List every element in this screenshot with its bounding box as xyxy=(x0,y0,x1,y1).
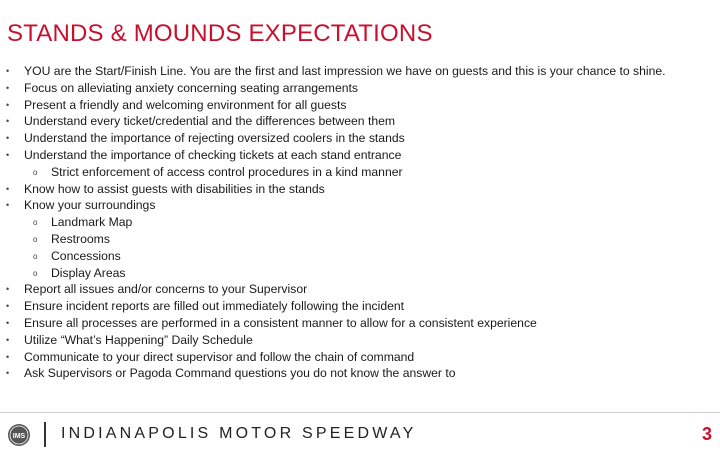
list-item xyxy=(0,80,720,97)
bullet-icon: • xyxy=(6,133,10,144)
list-item xyxy=(0,130,720,147)
bullet-icon: • xyxy=(6,149,10,160)
bullet-icon: • xyxy=(6,284,10,295)
bullet-icon: • xyxy=(6,317,10,328)
page-number: 3 xyxy=(701,424,712,444)
bullet-icon: • xyxy=(6,116,10,127)
footer-divider-line xyxy=(0,412,720,413)
sub-list-item xyxy=(0,164,720,181)
list-item xyxy=(0,315,720,332)
bullet-icon: • xyxy=(6,351,10,362)
slide-title: STANDS & MOUNDS EXPECTATIONS xyxy=(7,20,433,47)
sub-bullet-icon: o xyxy=(33,268,38,278)
list-item xyxy=(0,365,720,382)
list-item-text: Understand the importance of rejecting oversized coolers in the stands xyxy=(24,131,405,146)
bullet-icon: • xyxy=(6,334,10,345)
list-item xyxy=(0,97,720,114)
list-item xyxy=(0,349,720,366)
list-item-text: Display Areas xyxy=(51,265,126,280)
list-item-text: Ensure all processes are performed in a consistent manner to allow for a consistent experience xyxy=(24,315,537,330)
bullet-icon: • xyxy=(6,82,10,93)
sub-list-item xyxy=(0,248,720,265)
list-item-text: Understand the importance of checking tickets at each stand entrance xyxy=(24,147,402,162)
list-item-text: Communicate to your direct supervisor and follow the chain of command xyxy=(24,349,415,364)
bullet-list xyxy=(0,63,720,382)
list-item xyxy=(0,298,720,315)
list-item-text: Utilize “What’s Happening” Daily Schedule xyxy=(24,332,253,347)
list-item-text: Ask Supervisors or Pagoda Command questions you do not know the answer to xyxy=(24,366,456,381)
list-item-text: Understand every ticket/credential and the differences between them xyxy=(24,114,396,129)
sub-list-item xyxy=(0,214,720,231)
list-item xyxy=(0,197,720,214)
list-item xyxy=(0,147,720,164)
list-item-text: Report all issues and/or concerns to your Supervisor xyxy=(24,282,308,297)
list-item-text: Know how to assist guests with disabilities in the stands xyxy=(24,181,325,196)
bullet-icon: • xyxy=(6,183,10,194)
logo-lettering: IMS xyxy=(12,433,26,440)
ims-logo-icon xyxy=(7,423,31,447)
list-item xyxy=(0,181,720,198)
list-item-text: Landmark Map xyxy=(51,215,133,230)
list-item xyxy=(0,281,720,298)
list-item-text: YOU are the Start/Finish Line. You are the first and last impression we have on guests and this is your chance to shine. xyxy=(24,64,666,78)
list-item-text: Concessions xyxy=(51,248,121,263)
list-item xyxy=(0,113,720,130)
list-item xyxy=(0,63,720,80)
bullet-icon: • xyxy=(6,368,10,379)
list-item xyxy=(0,332,720,349)
sub-bullet-icon: o xyxy=(33,167,38,177)
footer-separator xyxy=(44,422,46,447)
list-item-text: Strict enforcement of access control procedures in a kind manner xyxy=(51,164,403,179)
sub-bullet-icon: o xyxy=(33,251,38,261)
sub-bullet-icon: o xyxy=(33,234,38,244)
bullet-icon: • xyxy=(6,200,10,211)
sub-bullet-icon: o xyxy=(33,218,38,228)
bullet-icon: • xyxy=(6,66,10,76)
list-item-text: Present a friendly and welcoming environment for all guests xyxy=(24,97,347,112)
bullet-icon: • xyxy=(6,99,10,110)
list-item-text: Ensure incident reports are filled out immediately following the incident xyxy=(24,299,405,314)
sub-list-item xyxy=(0,265,720,282)
footer-brand-name: INDIANAPOLIS MOTOR SPEEDWAY xyxy=(61,425,417,442)
list-item-text: Focus on alleviating anxiety concerning seating arrangements xyxy=(24,80,358,95)
bullet-icon: • xyxy=(6,301,10,312)
list-item-text: Restrooms xyxy=(51,231,110,246)
sub-list-item xyxy=(0,231,720,248)
list-item-text: Know your surroundings xyxy=(24,198,156,213)
